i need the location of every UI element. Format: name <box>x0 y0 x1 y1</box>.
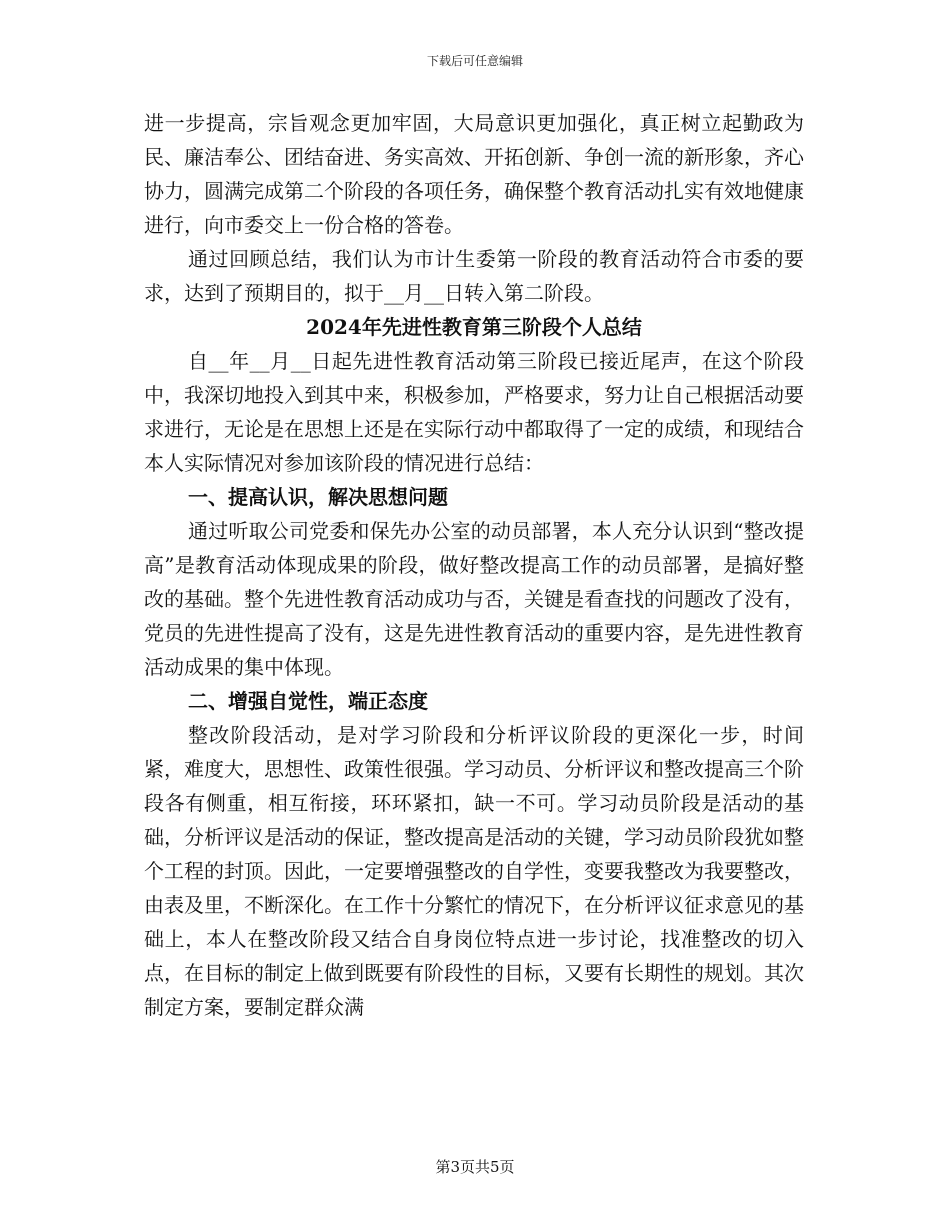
document-body <box>144 106 804 1024</box>
paragraph-continuation: 进一步提高，宗旨观念更加牢固，大局意识更加强化，真正树立起勤政为民、廉洁奉公、团结奋进、务实高效、开拓创新、争创一流的新形象，齐心协力，圆满完成第二个阶段的各项任务，确保整个教育活动扎实有效地健康进行，向市委交上一份合格的答卷。 <box>144 111 804 237</box>
section-heading-1: 一、提高认识，解决思想问题 <box>188 485 448 509</box>
paragraph-intro: 自__年__月__日起先进性教育活动第三阶段已接近尾声，在这个阶段中，我深切地投入到其中来，积极参加，严格要求，努力让自己根据活动要求进行，无论是在思想上还是在实际行动中都取得了一定的成绩，和现结合本人实际情况对参加该阶段的情况进行总结： <box>144 349 804 475</box>
paragraph-review-summary: 通过回顾总结，我们认为市计生委第一阶段的教育活动符合市委的要求，达到了预期目的，拟于__月__日转入第二阶段。 <box>144 247 804 305</box>
section-heading-2: 二、增强自觉性，端正态度 <box>188 689 428 713</box>
page-header: 下载后可任意编辑 <box>426 54 523 68</box>
paragraph-section-2: 整改阶段活动，是对学习阶段和分析评议阶段的更深化一步，时间紧，难度大，思想性、政策性很强。学习动员、分析评议和整改提高三个阶段各有侧重，相互衔接，环环紧扣，缺一不可。学习动员阶段是活动的基础，分析评议是活动的保证，整改提高是活动的关键，学习动员阶段犹如整个工程的封顶。因此，一定要增强整改的自学性，变要我整改为我要整改，由表及里，不断深化。在工作十分繁忙的情况下，在分析评议征求意见的基础上，本人在整改阶段又结合自身岗位特点进一步讨论，找准整改的切入点，在目标的制定上做到既要有阶段性的目标，又要有长期性的规划。其次制定方案，要制定群众满 <box>144 723 804 1019</box>
paragraph-section-1: 通过听取公司党委和保先办公室的动员部署，本人充分认识到“整改提高”是教育活动体现成果的阶段，做好整改提高工作的动员部署，是搞好整改的基础。整个先进性教育活动成功与否，关键是看查找的问题改了没有，党员的先进性提高了没有，这是先进性教育活动的重要内容，是先进性教育活动成果的集中体现。 <box>144 519 804 679</box>
document-title: 2024年先进性教育第三阶段个人总结 <box>306 315 642 339</box>
page-number: 第3页共5页 <box>435 1158 515 1176</box>
